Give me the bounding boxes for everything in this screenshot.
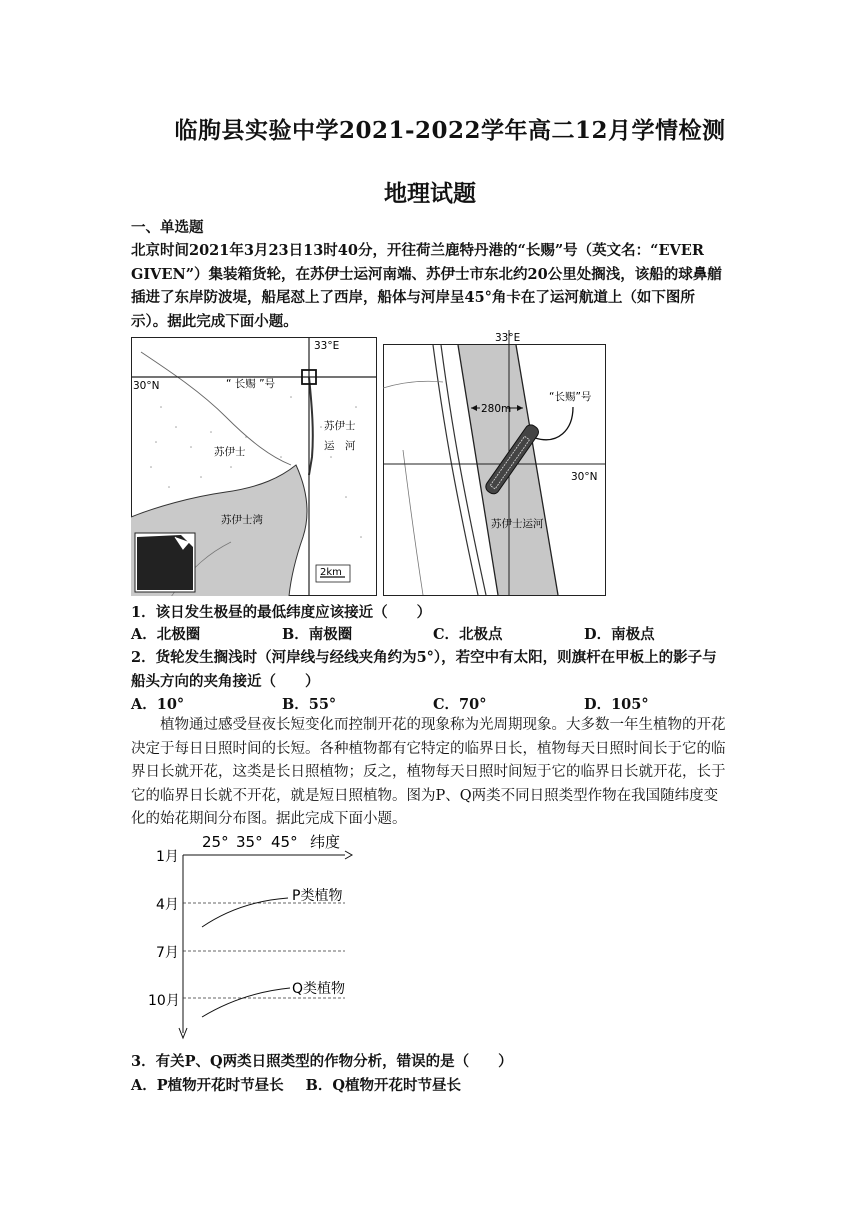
map2-lon-label: 33°E (495, 332, 521, 344)
question-1-stem: 1．该日发生极昼的最低纬度应该接近（ ） (131, 604, 432, 621)
q1-option-c[interactable]: C．北极点 (433, 626, 503, 643)
q1-option-b[interactable]: B．南极圈 (282, 626, 353, 643)
p-plant-curve (202, 898, 288, 927)
map1-lon-label: 33°E (314, 340, 340, 352)
question-2-options (131, 693, 731, 717)
map2-ship-label: “长赐”号 (549, 391, 592, 403)
q2-option-d[interactable]: D．105° (584, 696, 649, 713)
x-tick-35: 35° (236, 833, 263, 851)
q2-option-b[interactable]: B．55° (282, 696, 337, 713)
flowering-period-chart (140, 828, 380, 1043)
q3-option-b[interactable]: B．Q植物开花时节昼长 (305, 1077, 462, 1094)
x-tick-45: 45° (271, 833, 298, 851)
x-axis-label: 纬度 (310, 833, 341, 851)
x-tick-25: 25° (202, 833, 229, 851)
question-3-stem: 3．有关P、Q两类日照类型的作物分析，错误的是（ ） (131, 1053, 513, 1070)
suez-overview-map (131, 337, 377, 596)
map1-city-label: 苏伊士 (214, 446, 246, 458)
passage-1: 北京时间2021年3月23日13时40分，开往荷兰鹿特丹港的“长赐”号（英文名：“EVER GIVEN”）集装箱货轮，在苏伊士运河南端、苏伊士市东北约20公里处搁浅，该船的球鼻艏插进了东岸防波堤，船尾怼上了西岸，船体与河岸呈45°角卡在了运河航道上（如下图所示）。据此完成下面小题。 (131, 242, 722, 330)
map2-width-label: 280m (481, 403, 512, 415)
y-tick-apr: 4月 (156, 897, 179, 913)
map1-gulf-label: 苏伊士湾 (221, 514, 263, 526)
map1-canal-label-1: 苏伊士 (324, 420, 356, 432)
question-3-options (131, 1074, 731, 1098)
q1-option-d[interactable]: D．南极点 (584, 626, 655, 643)
y-tick-jul: 7月 (156, 945, 179, 961)
question-2-stem: 2．货轮发生搁浅时（河岸线与经线夹角约为5°），若空中有太阳，则旗杆在甲板上的影子与船头方向的夹角接近（ ） (131, 649, 717, 690)
page-subtitle: 地理试题 (384, 180, 476, 207)
q2-option-c[interactable]: C．70° (433, 696, 487, 713)
passage-2: 植物通过感受昼夜长短变化而控制开花的现象称为光周期现象。大多数一年生植物的开花决定于每日日照时间的长短。各种植物都有它特定的临界日长，植物每天日照时间长于它的临界日长就开花，这类是长日照植物；反之，植物每天日照时间短于它的临界日长就开花，长于它的临界日长就不开花，就是短日照植物。图为P、Q两类不同日照类型作物在我国随纬度变化的始花期间分布图。据此完成下面小题。 (131, 717, 726, 827)
y-tick-jan: 1月 (156, 849, 179, 865)
map2-lat-label: 30°N (571, 471, 598, 483)
question-1-options (131, 623, 731, 647)
suez-canal-detail-map (383, 330, 608, 596)
q3-option-a[interactable]: A．P植物开花时节昼长 (131, 1077, 284, 1094)
section-heading: 一、单选题 (131, 219, 204, 236)
map1-canal-label-2: 运 河 (324, 440, 356, 452)
map1-ship-label: “ 长赐 ”号 (226, 378, 276, 390)
y-tick-oct: 10月 (148, 993, 180, 1009)
map2-canal-label: 苏伊士运河 (491, 518, 544, 530)
map1-lat-label: 30°N (133, 380, 160, 392)
q2-option-a[interactable]: A．10° (131, 696, 185, 713)
map1-scale-label: 2km (320, 567, 342, 578)
p-plant-label: P类植物 (292, 888, 343, 904)
page-title: 临朐县实验中学2021-2022学年高二12月学情检测 (174, 117, 726, 144)
q-plant-curve (202, 988, 290, 1017)
q1-option-a[interactable]: A．北极圈 (131, 626, 201, 643)
q-plant-label: Q类植物 (292, 981, 346, 997)
